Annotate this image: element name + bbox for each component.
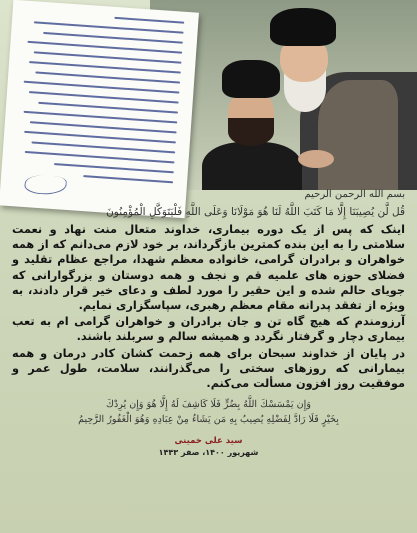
photo-beard-dark: [228, 118, 274, 146]
photo-turban-elder: [270, 8, 336, 46]
photo-hand: [298, 150, 334, 168]
body-paragraph-3: در پایان از خداوند سبحان برای همه زحمت کشان کادر درمان و همه بیمارانی که روزهای سختی را می‌گذرانند، سلامت، طول عمر و موفقیت روز افزون مسألت می‌کنم.: [12, 346, 405, 391]
signature-date: شهریور ۱۴۰۰، صفر ۱۴۴۳: [158, 448, 259, 458]
signature-name: سید علی خمینی: [174, 436, 243, 447]
closing-verse-line-2: بِخَيْرٍ فَلَا رَادَّ لِفَضْلِهِ يُصِيبُ بِهِ مَن يَشَاءُ مِنْ عِبَادِهِ وَهُوَ الْغَفُورُ الرَّحِيمُ: [78, 414, 339, 426]
body-paragraph-2: آرزومندم که هیچ گاه تن و جان برادران و خواهران گرامی ام به تعب بیماری دچار و گرفتار نگردد و همیشه سالم و سربلند باشند.: [12, 315, 405, 344]
photo-turban-young: [222, 60, 280, 98]
opening-verse: قُل لَّن يُصِيبَنَا إِلَّا مَا كَتَبَ اللَّهُ لَنَا هُوَ مَوْلَانَا وَعَلَى اللَّهِ فَلْيَتَوَكَّلِ الْمُؤْمِنُونَ: [106, 206, 405, 218]
basmala: بسم الله الرحمن الرحیم: [304, 189, 405, 200]
photo-robe-young: [202, 142, 302, 190]
body-paragraph-1: اینک که پس از یک دوره بیماری، خداوند متعال منت نهاد و نعمت سلامتی را به این بنده کمترین بازگرداند، بر خود لازم می‌دانم که از همه خواهران و برادران گرامی، خانواده معظم شهدا، مراجع عظام تقلید و فضلای حوزه های علمیه قم و نجف و همه دوستان و بزرگوارانی که جویای حالم شده و این حقیر را مورد لطف و دعای خیر قرار دادند، به ویژه از تفقد پدرانه مقام معظم رهبری، سپاسگزاری نمایم.: [12, 223, 405, 313]
closing-verse: [8, 397, 409, 427]
photo-cloak: [318, 80, 398, 190]
handwritten-letter-image: [0, 0, 199, 218]
closing-verse-line-1: وَإِن يَمْسَسْكَ اللَّهُ بِضُرٍّ فَلَا كَاشِفَ لَهُ إِلَّا هُوَ وَإِن يُرِدْكَ: [106, 399, 311, 411]
statement-text: [8, 188, 409, 458]
